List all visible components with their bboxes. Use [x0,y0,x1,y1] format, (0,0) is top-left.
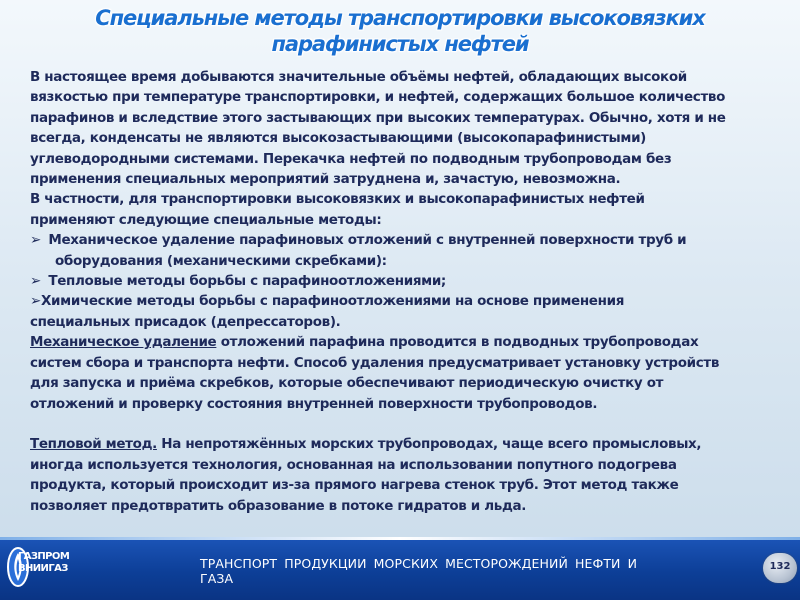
paragraph-3-first-line [30,332,790,352]
paragraph-4-line: продукта, который происходит из-за прямого нагрева стенок труб. Этот метод также [30,477,679,494]
list-item-mechanical [30,230,790,250]
paragraph-2-line: применяют следующие специальные методы: [30,211,382,228]
paragraph-3-line: систем сбора и транспорта нефти. Способ удаления предусматривает установку устройств [30,354,720,371]
footer-title: ТРАНСПОРТ ПРОДУКЦИИ МОРСКИХ МЕСТОРОЖДЕНИЙ НЕФТИ И ГАЗА [200,556,638,586]
list-item-continuation: специальных присадок (депрессаторов). [30,313,341,330]
arrow-bullet-icon: ➢ [30,293,41,310]
paragraph-3-line: для запуска и приёма скребков, которые обеспечивают периодическую очистку от [30,375,664,392]
mechanical-removal-term: Механическое удаление [30,334,217,351]
arrow-bullet-icon: ➢ [30,273,41,290]
body-text [30,67,790,516]
footer-highlight-bar [0,537,800,540]
paragraph-1-line: вязкостью при температуре транспортировки, и нефтей, содержащих большое количество [30,89,726,106]
list-item-text: Тепловые методы борьбы с парафиноотложениями; [48,273,446,290]
paragraph-2-line: В частности, для транспортировки высоковязких и высокопарафинистых нефтей [30,191,645,208]
paragraph-4-line: иногда используется технология, основанная на использовании попутного подогрева [30,456,677,473]
list-item-thermal [30,271,790,291]
paragraph-1-line: всегда, конденсаты не являются высокозастывающими (высокопарафинистыми) [30,130,647,147]
arrow-bullet-icon: ➢ [30,232,41,249]
paragraph-spacer [30,414,790,434]
slide-title [0,5,800,57]
paragraph-1-line: парафинов и вследствие этого застывающих при высоких температурах. Обычно, хотя и не [30,109,726,126]
page-number: 132 [769,561,791,572]
paragraph-1-line: применения специальных мероприятий затруднена и, зачастую, невозможна. [30,171,621,188]
list-item-continuation: оборудования (механическими скребками): [55,252,387,269]
thermal-method-term: Тепловой метод. [30,436,157,453]
list-item-text: Химические методы борьбы с парафиноотложениями на основе применения [41,293,625,310]
list-item-chemical [30,291,790,311]
logo-line-2: ВНИИГАЗ [18,563,68,574]
paragraph-4-line: позволяет предотвратить образование в потоке гидратов и льда. [30,497,527,514]
paragraph-3-line: отложений и проверку состояния внутренней поверхности трубопроводов. [30,395,598,412]
logo-line-1: ГАЗПРОМ [18,551,70,562]
slide-title-line-2: парафинистых нефтей [271,32,529,56]
paragraph-3-text: отложений парафина проводится в подводных трубопроводах [216,334,699,351]
paragraph-1-line: В настоящее время добываются значительные объёмы нефтей, обладающих высокой [30,69,687,85]
slide-title-line-1: Специальные методы транспортировки высоковязких [95,6,705,30]
paragraph-1-line: углеводородными системами. Перекачка нефтей по подводным трубопроводам без [30,150,672,167]
list-item-text: Механическое удаление парафиновых отложений с внутренней поверхности труб и [48,232,687,249]
paragraph-4-text: На непротяжённых морских трубопроводах, чаще всего промысловых, [156,436,702,453]
paragraph-4-first-line [30,434,790,454]
